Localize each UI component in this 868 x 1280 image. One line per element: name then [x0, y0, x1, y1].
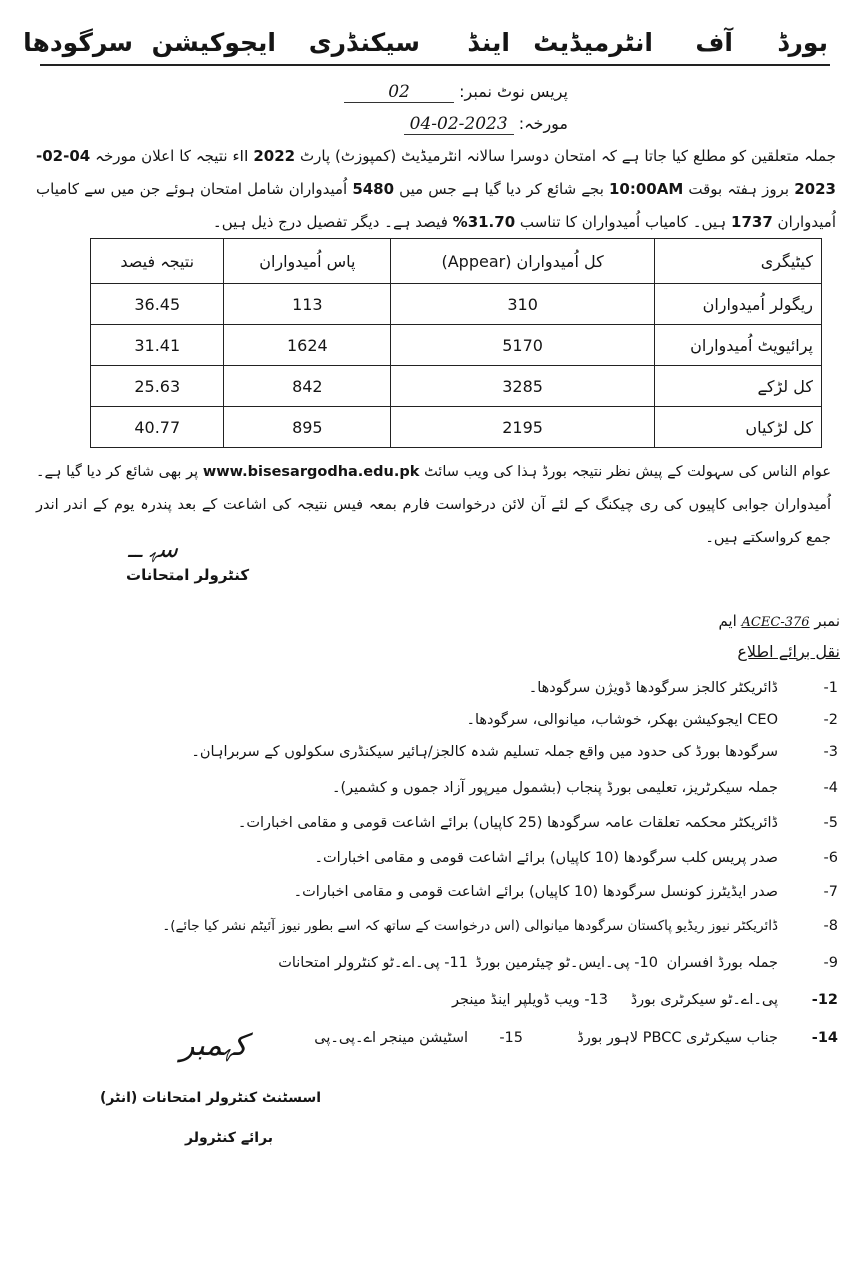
list-item-text: ڈائریکٹر نیوز ریڈیو پاکستان سرگودھا میانوالی (اس درخواست کے ساتھ کہ اسے بطور نیوز آئیٹم نشر کیا جائے)۔: [162, 918, 778, 934]
for-controller-label: برائے کنٹرولر: [185, 1130, 274, 1146]
intro-paragraph: [36, 140, 836, 239]
notice-text-1b: پر بھی شائع کر دیا گیا ہے۔ اُمیدواران جوابی: [36, 464, 831, 513]
results-table: [90, 238, 822, 448]
intro-time: 10:00AM: [609, 180, 684, 198]
list-item-text: جملہ بورڈ افسران: [666, 955, 778, 971]
row-appear: 5170: [391, 325, 655, 366]
header-appear: کل اُمیدواران (Appear): [391, 239, 655, 284]
intro-text-1: جملہ متعلقین کو مطلع کیا جاتا ہے کہ امتحان دوسرا سالانہ انٹرمیڈیٹ (کمپوزٹ) پارٹ II: [239, 147, 836, 165]
row-percent: 31.41: [91, 325, 224, 366]
row-category: پرائیویٹ اُمیدواران: [655, 325, 822, 366]
controller-signature: ﺳﮩ ــ: [128, 535, 178, 563]
list-item: [58, 955, 838, 985]
header-percent: نتیجہ فیصد: [91, 239, 224, 284]
row-percent: 40.77: [91, 407, 224, 448]
intro-text-2c: اُمیدواران شامل امتحان ہوئے جن میں سے کامیاب اُمیدواران: [36, 180, 836, 231]
row-category: ریگولر اُمیدواران: [655, 284, 822, 325]
notice-text-1a: عوام الناس کی سہولت کے پیش نظر نتیجہ بورڈ ہذا کی ویب سائٹ: [424, 464, 832, 480]
list-item: [58, 712, 838, 742]
table-row: [91, 325, 822, 366]
list-item-text: صدر ایڈیٹرز کونسل سرگودھا (10 کاپیاں) برائے اشاعت قومی و مقامی اخبارات۔: [293, 884, 778, 900]
board-website-link[interactable]: www.bisesargodha.edu.pk: [202, 464, 420, 480]
row-appear: 3285: [391, 366, 655, 407]
list-item-text: پی۔اے۔ٹو سیکرٹری بورڈ: [630, 992, 778, 1008]
header-word-intermediate: انٹرمیڈیٹ: [533, 28, 653, 57]
list-item-text: صدر پریس کلب سرگودھا (10 کاپیاں) برائے اشاعت قومی و مقامی اخبارات۔: [314, 850, 778, 866]
list-item: [58, 918, 838, 948]
assistant-controller-signature: ﮐﮩﻤﺒﺮ: [180, 1028, 248, 1063]
list-item-number: -4: [823, 780, 838, 796]
intro-appeared: 5480: [352, 180, 395, 198]
list-item-number: -3: [823, 744, 838, 760]
row-pass: 895: [224, 407, 391, 448]
intro-text-1c: بروز ہفتہ: [727, 180, 790, 198]
list-item-number: -12: [811, 992, 838, 1008]
table-header-row: [91, 239, 822, 284]
press-note-label: پریس نوٹ نمبر:: [459, 82, 568, 101]
list-item: [58, 744, 838, 774]
reference-value: 376-ACEC: [741, 615, 810, 630]
row-category: کل لڑکے: [655, 366, 822, 407]
intro-year: 2022: [253, 147, 296, 165]
list-item-text-2: 13- ویب ڈویلپر اینڈ مینجر: [452, 992, 608, 1008]
row-appear: 2195: [391, 407, 655, 448]
press-note-number: [344, 82, 568, 103]
list-item: [58, 815, 838, 845]
table-row: [91, 284, 822, 325]
reference-suffix: ایم: [718, 612, 737, 630]
list-item-text-2: 10- پی۔ایس۔ٹو چیئرمین بورڈ: [475, 955, 658, 971]
list-item: [58, 1030, 838, 1060]
row-category: کل لڑکیاں: [655, 407, 822, 448]
list-item-text: سرگودھا بورڈ کی حدود میں واقع جملہ تسلیم شدہ کالجز/ہائیر سیکنڈری سکولوں کے سربراہان۔: [191, 744, 778, 760]
header-word-sargodha: سرگودھا: [23, 28, 133, 57]
list-item-number: -5: [823, 815, 838, 831]
press-note-value: 02: [344, 82, 454, 103]
list-item: [58, 992, 838, 1022]
list-item: [58, 850, 838, 880]
list-item-text: ڈائریکٹر محکمہ تعلقات عامہ سرگودھا (25 کاپیاں) برائے اشاعت قومی و مقامی اخبارات۔: [237, 815, 778, 831]
list-item-text-3: 11- پی۔اے۔ٹو کنٹرولر امتحانات: [278, 955, 468, 971]
copy-heading: نقل برائے اطلاع: [737, 642, 840, 661]
header-category: کیٹیگری: [655, 239, 822, 284]
intro-percent: 31.70%: [452, 213, 516, 231]
list-item-text-3: اسٹیشن مینجر اے۔پی۔پی: [314, 1030, 468, 1046]
list-item-number: -14: [811, 1030, 838, 1046]
date-value: 04-02-2023: [404, 114, 514, 135]
list-item-number: -2: [823, 712, 838, 728]
intro-text-2a: بوقت: [688, 180, 723, 198]
notice-text-2: کاپیوں کی ری چیکنگ کے لئے آن لائن درخواست فارم بمعہ فیس نتیجہ کی اشاعت کے بعد پندرہ یوم کے اندر اندر جمع کرواسکتے ہیں۔: [36, 497, 831, 546]
header-word-secondary: سیکنڈری: [308, 28, 420, 57]
assistant-controller-title: اسسٹنٹ کنٹرولر امتحانات (انٹر): [100, 1090, 322, 1106]
header-word-education: ایجوکیشن: [151, 28, 276, 57]
intro-text-2d: ہیں۔ کامیاب اُمیدواران کا: [565, 213, 727, 231]
list-item: [58, 884, 838, 914]
header-word-board: بورڈ: [777, 28, 828, 57]
controller-title: کنٹرولر امتحانات: [126, 566, 250, 584]
header-word-of: آف: [695, 28, 733, 57]
list-item-number: -9: [823, 955, 838, 971]
intro-text-3b: فیصد ہے۔ دیگر تفصیل درج ذیل ہیں۔: [212, 213, 448, 231]
intro-text-1b: ء نتیجہ کا اعلان مورخہ: [95, 147, 240, 165]
reference-label: نمبر: [814, 612, 840, 630]
row-percent: 36.45: [91, 284, 224, 325]
table-row: [91, 366, 822, 407]
date-label: مورخہ:: [518, 114, 568, 133]
row-pass: 113: [224, 284, 391, 325]
list-item-text: جملہ سیکرٹریز، تعلیمی بورڈ پنجاب (بشمول میرپور آزاد جموں و کشمیر)۔: [332, 780, 778, 796]
list-item-number: -6: [823, 850, 838, 866]
header-pass: پاس اُمیدواران: [224, 239, 391, 284]
list-item-text: جناب سیکرٹری PBCC لاہور بورڈ: [577, 1030, 778, 1046]
list-item: [58, 780, 838, 810]
intro-text-2b: بجے شائع کر دیا گیا ہے جس میں: [399, 180, 604, 198]
row-appear: 310: [391, 284, 655, 325]
row-pass: 842: [224, 366, 391, 407]
intro-result-date: 04-02-2023: [36, 147, 836, 198]
list-item-number: -7: [823, 884, 838, 900]
table-row: [91, 407, 822, 448]
intro-passed: 1737: [731, 213, 773, 231]
row-pass: 1624: [224, 325, 391, 366]
reference-number: [718, 612, 840, 630]
list-item-text: ڈائریکٹر کالجز سرگودھا ڈویژن سرگودھا۔: [528, 680, 778, 696]
date-line: [404, 114, 568, 135]
row-percent: 25.63: [91, 366, 224, 407]
intro-text-3a: تناسب: [519, 213, 561, 231]
list-item-text: CEO ایجوکیشن بھکر، خوشاب، میانوالی، سرگودھا۔: [466, 712, 778, 728]
header-underline: [40, 64, 830, 66]
list-item-number: -1: [823, 680, 838, 696]
header-word-and: اینڈ: [467, 28, 510, 57]
list-item: [58, 680, 838, 710]
list-item-text-2: -15: [499, 1030, 523, 1046]
list-item-number: -8: [823, 918, 838, 934]
